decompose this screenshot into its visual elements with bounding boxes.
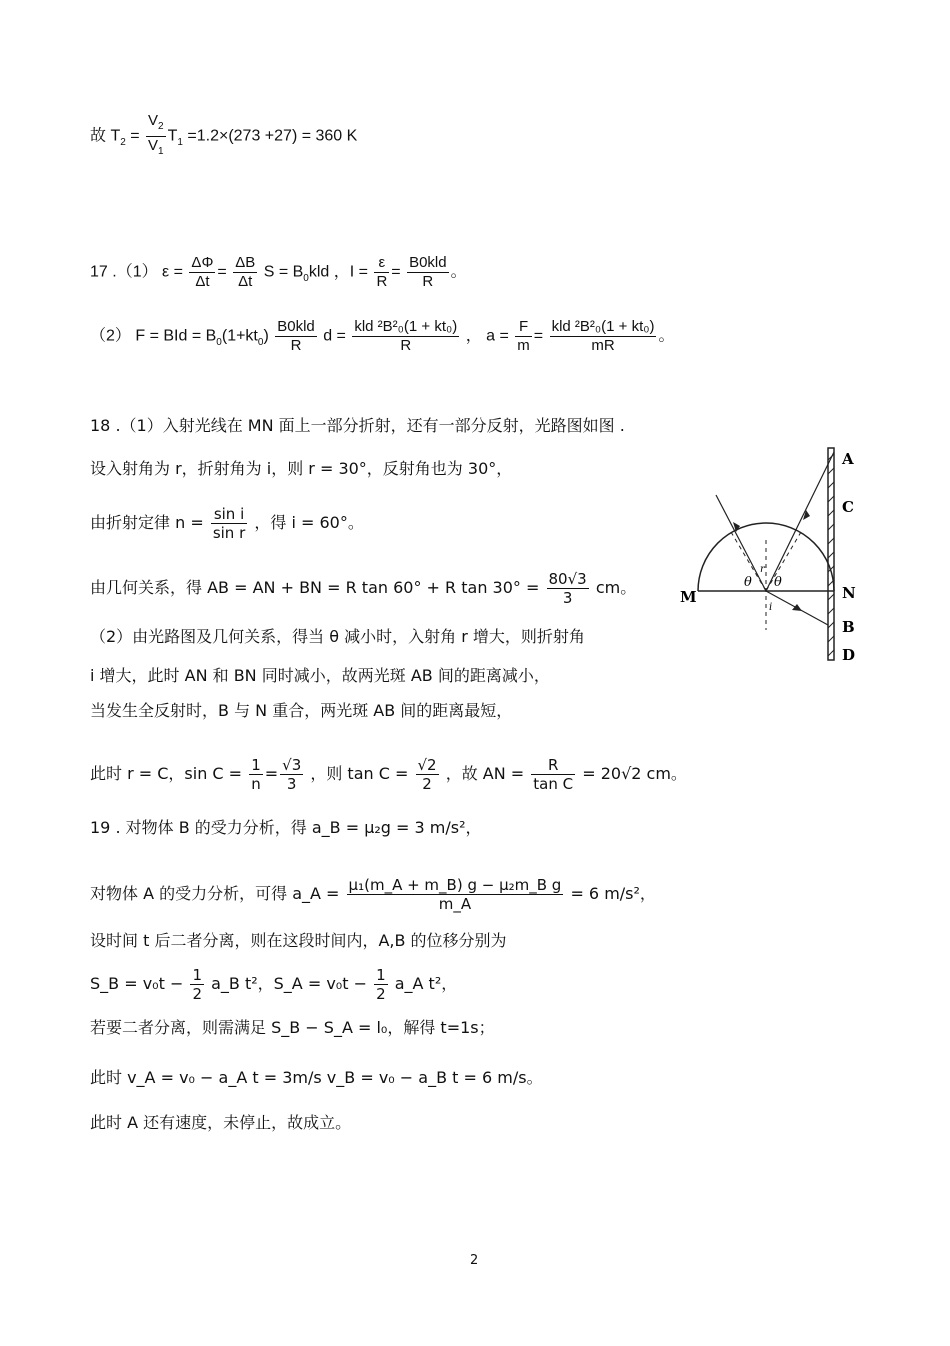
q19-line7: 此时 A 还有速度，未停止，故成立。 (90, 1113, 352, 1132)
q17-p2-label: （2） (90, 327, 131, 345)
q17-p2-end: 。 (658, 327, 675, 345)
label-d: D (842, 646, 856, 664)
q18-l8-eq: = (264, 764, 279, 783)
q17-frac5 (275, 318, 317, 355)
t2-den-sub: 1 (158, 146, 164, 157)
q17-f3-num: ε (374, 254, 389, 273)
page-number: 2 (470, 1253, 479, 1268)
q17-p2-b-sub: 0 (257, 336, 264, 348)
q18-l4-frac (547, 570, 589, 607)
refracted-arrow (792, 604, 802, 611)
q17-p2-e: ， a = (465, 327, 509, 345)
q19-l4-n1: 1 (192, 966, 202, 984)
reflected-arrow (803, 510, 810, 520)
label-theta-right: θ (774, 575, 782, 590)
q17-f4-num: B0kld (409, 254, 447, 271)
q17-f3-den: R (376, 273, 388, 290)
q17-part1: 17 .（1） ε = $\frac{\Delta\Phi}{\Delta t}$ = $\frac{\Delta B}{\Delta t}$ $S = B_0kld$ ，I = $\frac{\varepsilon}{R}$ = $\frac{\text{B0kld}}{R}$ 。 (90, 254, 467, 290)
q18-l4-num: 80√3 (548, 570, 587, 588)
q17-p2-a: F = BId = B (135, 327, 217, 345)
screen-wall (828, 448, 834, 660)
q17-mid2: kld ，I = (308, 263, 368, 281)
t2-fraction (146, 112, 166, 161)
q18-l8-d2: 3 (286, 775, 297, 793)
q18-line8 (90, 756, 687, 793)
q18-l8-n2: √3 (282, 756, 302, 774)
q19-l4-d2: 2 (376, 985, 386, 1003)
q18-l8-d: = 20√2 cm。 (582, 764, 687, 783)
q17-p2-c: ) (263, 327, 269, 345)
incident-ray (716, 495, 766, 591)
t2-sub: 2 (120, 136, 126, 148)
q18-line6: i 增大，此时 AN 和 BN 同时减小，故两光斑 AB 间的距离减小， (90, 666, 550, 685)
q19-line2 (90, 876, 656, 913)
q17-label: 17 .（1） (90, 263, 158, 281)
q18-l8-frac2 (280, 756, 303, 793)
q18-l8-b: ，则 tan C = (310, 764, 409, 783)
t2-prefix: 故 T (90, 127, 121, 145)
label-a: A (842, 450, 854, 468)
dashed-chord-right (766, 532, 801, 591)
q19-l4-a: S_B = v₀t − (90, 974, 184, 993)
eq-t2 (90, 112, 357, 161)
q18-l4-b: cm。 (595, 578, 637, 597)
q18-l3-num: sin i (211, 505, 247, 524)
q18-l8-d1: n (251, 775, 261, 793)
label-r: r (760, 564, 765, 575)
q19-l4-n2: 1 (376, 966, 386, 984)
q17-part2: （2） F = BId = $B_0(1+kt_0)$ $\frac{\text{B0kld}}{R}$ d = $\frac{\text{kld ²B²₀(1 + kt₀)}}{R}$ ， a = $\frac{F}{m}$ = $\frac{\text{kld ²B²₀(1 + kt₀)}}{mR}$ 。 (90, 318, 675, 354)
q19-l4-frac1 (190, 966, 204, 1003)
q18-l8-d4: tan C (533, 775, 574, 793)
q18-l8-n4: R (531, 756, 575, 775)
q18-l3-den: sin r (212, 524, 246, 542)
q19-l2-frac (347, 876, 564, 913)
q18-l8-n3: √2 (417, 756, 437, 774)
label-c: C (842, 498, 854, 516)
q17-p2-b: (1+kt (221, 327, 258, 345)
q17-emf: ε = (162, 263, 183, 281)
q18-l8-c: ，故 AN = (445, 764, 525, 783)
q17-frac8 (550, 318, 657, 355)
q18-l8-d3: 2 (422, 775, 432, 793)
q17-f6-den: R (400, 337, 412, 354)
reflected-ray (766, 452, 834, 591)
q18-l8-frac4 (531, 756, 575, 793)
t2-num: V (148, 112, 159, 129)
q17-f1-num: ΔΦ (191, 254, 214, 271)
q17-f5-den: R (290, 337, 302, 354)
q18-line4 (90, 570, 636, 607)
optics-diagram (676, 440, 876, 670)
q18-l4-den: 3 (562, 589, 573, 607)
label-b: B (842, 618, 855, 636)
q18-line2: 设入射角为 r，折射角为 i，则 r = 30°，反射角也为 30°， (90, 459, 513, 478)
label-n: N (842, 584, 856, 602)
t2-after-sub: 1 (177, 136, 183, 148)
q17-f6-num: kld ²B²₀(1 + kt₀) (354, 318, 458, 335)
t2-num-sub: 2 (158, 121, 164, 132)
q17-end: 。 (450, 263, 467, 281)
q17-f2-num: ΔB (235, 254, 256, 271)
q17-f1-den: Δt (195, 273, 210, 290)
q17-frac3 (374, 254, 389, 291)
q19-l2-den: m_A (438, 895, 472, 913)
t2-den: V (148, 137, 159, 154)
q18-line3 (90, 505, 364, 542)
q18-l3-b: ，得 i = 60°。 (254, 513, 364, 532)
t2-after: T (167, 127, 178, 145)
q17-mid: S = B (263, 263, 304, 281)
q19-line1: 19 . 对物体 B 的受力分析，得 a_B = μ₂g = 3 m/s²， (90, 818, 482, 837)
t2-eq: = (125, 127, 145, 145)
q18-line7: 当发生全反射时，B 与 N 重合，两光斑 AB 间的距离最短， (90, 701, 513, 720)
q19-l2-num: μ₁(m_A + m_B) g − μ₂m_B g (348, 876, 562, 894)
q19-line6: 此时 v_A = v₀ − a_A t = 3m/s v_B = v₀ − a_B t = 6 m/s。 (90, 1068, 543, 1087)
q18-l8-frac3 (416, 756, 439, 793)
q17-mid-sub: 0 (303, 272, 309, 284)
q18-line1: 18 .（1）入射光线在 MN 面上一部分折射，还有一部分反射，光路图如图 . (90, 416, 625, 435)
q17-frac6 (352, 318, 459, 355)
q19-l4-d1: 2 (192, 985, 202, 1003)
q19-line5: 若要二者分离，则需满足 S_B − S_A = l₀，解得 t=1s； (90, 1018, 495, 1037)
q19-l2-a: 对物体 A 的受力分析，可得 a_A = (90, 884, 340, 903)
q17-f2-den: Δt (238, 273, 253, 290)
q18-l8-n1: 1 (251, 756, 261, 774)
q17-frac2 (233, 254, 257, 291)
q17-frac4 (407, 254, 449, 291)
q17-p2-d: d = (323, 327, 346, 345)
q19-l4-b: a_B t²，S_A = v₀t − (211, 974, 367, 993)
q18-l8-a: 此时 r = C，sin C = (90, 764, 243, 783)
q18-line5: （2）由光路图及几何关系，得当 θ 减小时，入射角 r 增大，则折射角 (90, 627, 585, 646)
q19-l2-b: = 6 m/s²， (570, 884, 656, 903)
label-i: i (769, 602, 773, 613)
q17-f7-den: m (517, 337, 530, 354)
q17-frac1 (189, 254, 215, 291)
q19-l4-frac2 (374, 966, 388, 1003)
q18-l8-frac1 (249, 756, 263, 793)
q17-f5-num: B0kld (277, 318, 315, 335)
t2-rest: =1.2×(273 +27) = 360 K (182, 127, 358, 145)
q19-line3: 设时间 t 后二者分离，则在这段时间内，A,B 的位移分别为 (90, 931, 507, 950)
label-m: M (680, 588, 697, 606)
q18-l4-a: 由几何关系，得 AB = AN + BN = R tan 60° + R tan 30° = (90, 578, 540, 597)
q17-f8-num: kld ²B²₀(1 + kt₀) (551, 318, 655, 335)
q17-frac7 (515, 318, 532, 355)
q18-l3-frac (211, 505, 247, 542)
label-theta-left: θ (744, 575, 752, 590)
q19-line4 (90, 966, 457, 1003)
q19-l4-c: a_A t²， (394, 974, 458, 993)
q17-f8-den: mR (591, 337, 615, 354)
q17-f4-den: R (422, 273, 434, 290)
q17-p2-a-sub: 0 (216, 336, 222, 348)
q18-l3-a: 由折射定律 n = (90, 513, 204, 532)
q17-f7-num: F (515, 318, 532, 337)
